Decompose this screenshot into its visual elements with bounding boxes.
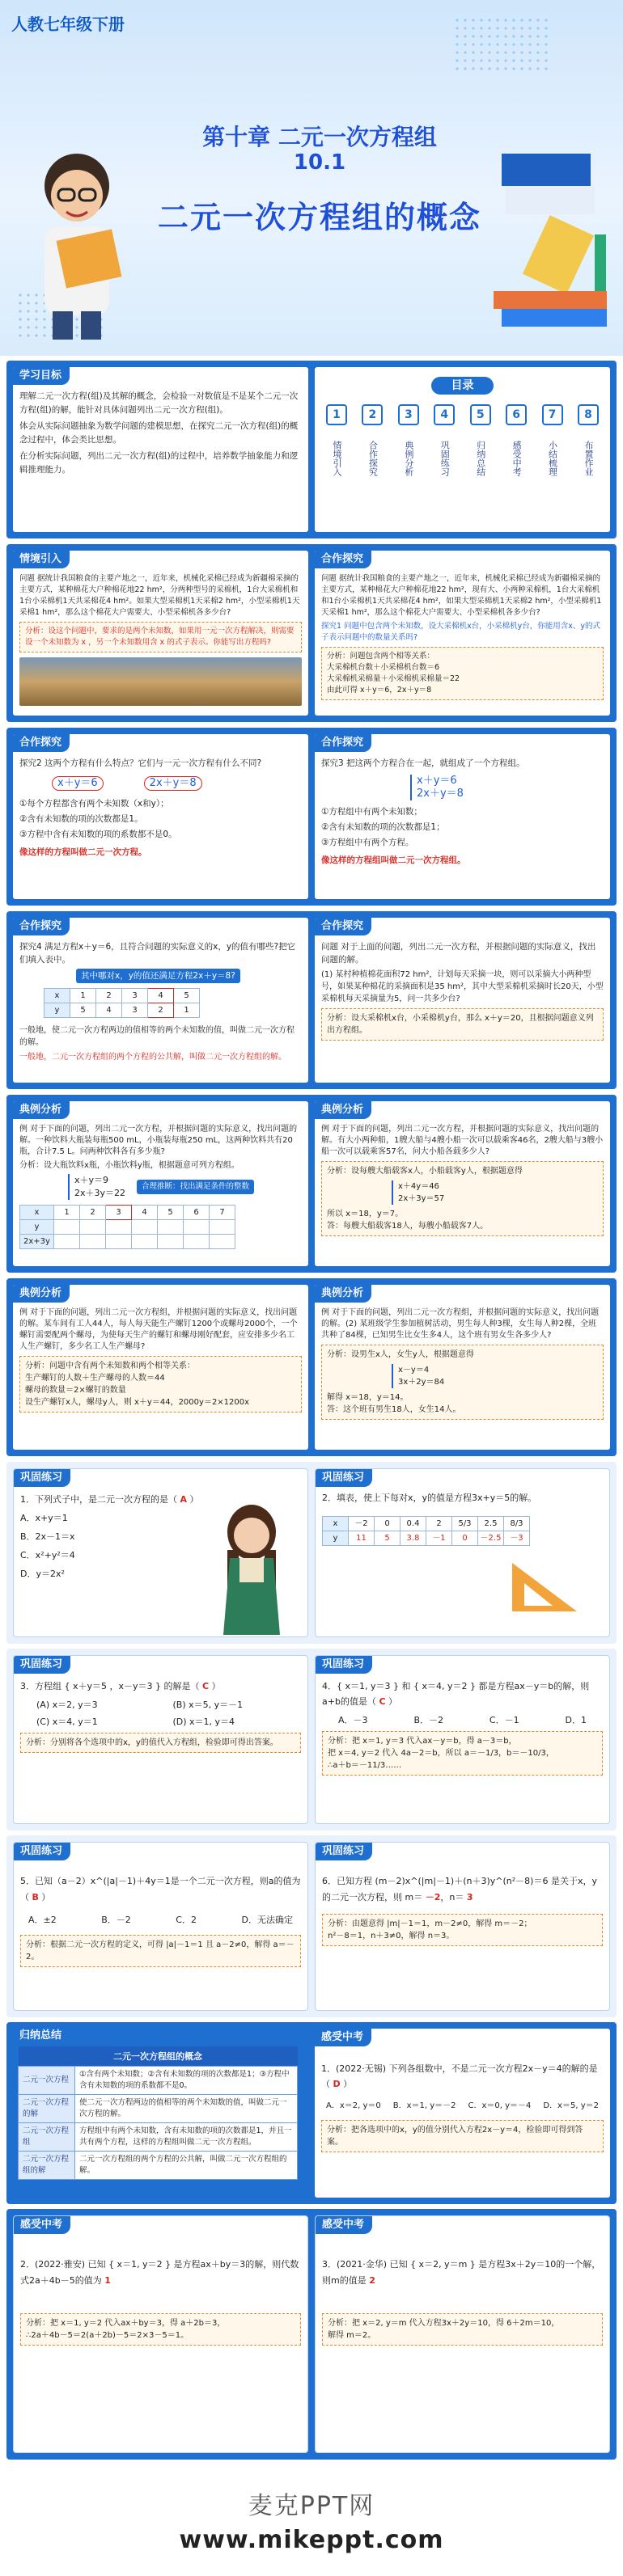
section-tag: 典例分析 (13, 1101, 70, 1119)
site-url[interactable]: www.mikeppt.com (179, 2526, 444, 2554)
section-tag: 合作探究 (315, 918, 371, 935)
problem-text: 问题 据统计我国粮食的主要产地之一，近年来，机械化采棉已经成为新疆棉采摘的主要方式，某种棉花大户种棉花地22 hm²，分两种型号的采棉机，1台大采棉机和1台小采棉机1天共采棉花4 hm²。如果大型采棉机1天采棉2 hm²，小型采棉机1天采棉1 hm²，那么这个棉花大户需要大、小型采棉机各多少台? (19, 574, 300, 617)
table-row: 二元一次方程 ①含有两个未知数；②含有未知数的项的次数都是1；③方程中含有未知数的项的系数都不是0。 (19, 2067, 298, 2095)
slide-practice-1 (6, 1462, 617, 1644)
answer-mark: B (32, 1892, 39, 1902)
analysis-note: 分析：设这个问题中，要求的是两个未知数，如果用一元一次方程解决，则需要设一个未知数为 x ，另一个未知数用含 x 的式子表示。你能写出方程吗? (19, 622, 302, 652)
feature-point: ③方程中含有未知数的项的系数都不是0。 (19, 830, 177, 839)
definition-text: 一般地，使二元一次方程两边的值相等的两个未知数的值，叫做二元一次方程的解。 (19, 1026, 295, 1047)
slide-practice-3 (6, 1835, 617, 2017)
section-tag: 巩固练习 (14, 1656, 70, 1674)
section-tag: 学习目标 (13, 367, 70, 385)
example-pane (13, 1285, 308, 1450)
exam-pane (315, 2215, 610, 2453)
explore-pane (315, 551, 610, 716)
practice-pane (315, 1655, 610, 1824)
example-pane (315, 1285, 610, 1450)
section-tag: 情境引入 (13, 551, 70, 568)
toc-item[interactable]: 6 感受中考 (502, 404, 530, 524)
example-text: 例 对于下面的问题，列出二元一次方程组，并根据问题的实际意义，找出问题的解。某车间有工人44人，每人每天能生产螺钉1200个或螺母2000个，一个螺钉需要配两个螺母，为使每天生产的螺钉和螺母刚好配套，应安排多少名工人生产螺钉，多少名工人生产螺母? (19, 1308, 298, 1351)
problem-text: (1) 某村种植棉花面积72 hm²，计划每天采摘一块，则可以采摘大小两种型号，如果某种棉花的采摘面积是35 hm²，其中大型采棉机采摘时长20天，小型采棉机每天采摘量为5，问一共多少台? (321, 970, 604, 1003)
option: B．－2 (413, 1715, 443, 1725)
explore4-pane (13, 918, 308, 1083)
explore3-pane (315, 734, 610, 899)
slide-example-2 (6, 1278, 617, 1456)
intro-pane (13, 551, 308, 716)
summary-table (18, 2046, 298, 2180)
section-tag: 感受中考 (315, 2029, 371, 2046)
answer-mark: －2 (425, 1892, 441, 1902)
option: (A) x＝2, y＝3 (36, 1700, 98, 1710)
goals-pane (13, 367, 308, 532)
answer-mark: D (333, 2079, 341, 2089)
slide-explore-4 (6, 911, 617, 1089)
equation-2: 2x＋y＝8 (144, 776, 202, 791)
slide-example-1 (6, 1095, 617, 1273)
analysis-note: 分析：由题意得 |m|－1＝1，m－2≠0，解得 m＝－2； n²－8＝1，n＋3≠0，解得 n＝3。 (322, 1914, 603, 1946)
analysis-note: 分析：把 x＝1, y＝3 代入ax－y＝b，得 a－3＝b， 把 x＝4, y＝2 代入 4a－2＝b，所以 a＝－1/3，b＝－10/3， ∴a＋b＝－11/3…… (322, 1731, 603, 1776)
answer-mark: 1 (104, 2275, 111, 2286)
section-number: 10.1 (293, 150, 346, 175)
books-stack-illustration (485, 137, 615, 340)
section-tag: 典例分析 (13, 1285, 70, 1303)
table-row: 二元一次方程组的解 二元一次方程组的两个方程的公共解，叫做二元一次方程组的解。 (19, 2152, 298, 2180)
footer (0, 2466, 623, 2576)
question-text: 3．方程组 { x＋y＝5 ，x－y＝3 } 的解是（ C ） (20, 1681, 221, 1691)
section-tag: 巩固练习 (316, 1656, 372, 1674)
question-text: 6．已知方程 (m－2)x^(|m|－1)＋(n＋3)y^(n²－8)＝6 是关于x，y的二元一次方程，则 m＝ －2，n＝ 3 (322, 1876, 597, 1902)
question-text: 2．(2022·雅安) 已知 { x＝1, y＝2 } 是方程ax＋by＝3的解，则代数式2a＋4b－5的值为 1 (20, 2259, 299, 2286)
answer-mark: 3 (466, 1892, 473, 1902)
section-tag: 合作探究 (315, 551, 371, 568)
answer-mark: 2 (369, 2275, 375, 2286)
toc-pane (315, 367, 610, 532)
example-pane (13, 1101, 308, 1266)
question-text: 1．(2022·无锡) 下列各组数中，不是二元一次方程2x－y＝4的解的是（ D ） (321, 2063, 598, 2089)
section-tag: 典例分析 (315, 1285, 371, 1303)
toc-item[interactable]: 3 典例分析 (395, 404, 422, 524)
answer-mark: C (379, 1696, 386, 1707)
slide-exam-2 (6, 2209, 617, 2460)
explore-question: 探究1 问题中包含两个未知数，设大采棉机x台，小采棉机y台，你能用含x、y的式子表示问题中的数量关系吗? (321, 622, 601, 642)
question-text: 4．{ x＝1, y＝3 } 和 { x＝4, y＝2 } 都是方程ax－y＝b的解，则a+b的值是（ C ） (322, 1681, 590, 1707)
chapter-title: 第十章 二元一次方程组 (202, 124, 437, 150)
cover-slide (0, 0, 623, 356)
equation-system: x－y＝4 3x＋2y＝84 (392, 1364, 598, 1388)
option: C．2 (176, 1915, 197, 1925)
section-tag: 合作探究 (315, 734, 371, 752)
explore-question: 探究2 这两个方程有什么特点？它们与一元一次方程有什么不同? (19, 758, 262, 768)
equation-1: x＋y＝6 (52, 776, 104, 791)
definition-text: 像这样的方程叫做二元一次方程。 (19, 847, 147, 857)
toc-item[interactable]: 8 布置作业 (574, 404, 602, 524)
goal-item: 理解二元一次方程(组)及其解的概念，会检验一对数值是不是某个二元一次方程(组)的解，能针对具体问题列出二元一次方程(组)。 (19, 391, 299, 415)
question-text: 1．下列式子中，是二元一次方程的是（ A ） (20, 1494, 199, 1505)
values-table: x －2 0 0.4 2 5/3 2.5 8/3 y 11 5 3.8 －1 0 －2.5 －3 (322, 1516, 530, 1546)
analysis-note: 分析：设男生x人，女生y人，根据题意得 x－y＝4 3x＋2y＝84 解得 x＝18，y＝14。 答：这个班有男生18人，女生14人。 (321, 1345, 604, 1420)
practice-pane (315, 1842, 610, 2011)
analysis-note: 分析：根据二元一次方程的定义，可得 |a|－1＝1 且 a－2≠0，解得 a＝－2。 (20, 1935, 301, 1967)
option: D．1 (565, 1715, 587, 1725)
option: D．x＝5, y＝2 (543, 2101, 599, 2110)
answer-text: 答：每艘大船载客18人，每艘小船载客7人。 (327, 1222, 489, 1231)
problem-pane (315, 918, 610, 1083)
slide-goals-toc (6, 361, 617, 538)
toc-item[interactable]: 7 小结梳理 (539, 404, 566, 524)
definition-text: 像这样的方程组叫做二元一次方程组。 (321, 855, 466, 865)
feature-point: ②含有未知数的项的次数都是1。 (19, 814, 143, 824)
slide-intro (6, 544, 617, 722)
answer-text: 答：这个班有男生18人，女生14人。 (327, 1405, 461, 1414)
example-text: 例 对于下面的问题，列出二元一次方程组，并根据问题的实际意义，找出问题的解。(2) 某班级学生参加植树活动，男生每人种3棵，女生每人种2棵，全班共种了84棵，已知男生比女生多4人，这个班有男女生各多少人? (321, 1308, 600, 1340)
exam-pane (13, 2215, 308, 2453)
table-row: 二元一次方程的解 使二元一次方程两边的值相等的两个未知数的值，叫做二元一次方程的解。 (19, 2095, 298, 2123)
slide-practice-2 (6, 1649, 617, 1831)
section-tag: 典例分析 (315, 1101, 371, 1119)
practice-pane (13, 1468, 308, 1637)
option: (D) x＝1, y＝4 (172, 1717, 235, 1727)
explore2-pane (13, 734, 308, 899)
cotton-field-photo (19, 657, 302, 706)
option: B．－2 (101, 1915, 131, 1925)
option: (B) x＝5, y＝－1 (172, 1700, 244, 1710)
section-tag: 感受中考 (14, 2216, 70, 2234)
option: C．x²+y²＝4 (20, 1550, 75, 1560)
section-tag: 感受中考 (316, 2216, 372, 2234)
answer-mark: C (202, 1681, 210, 1691)
definition-text: 一般地，二元一次方程组的两个方程的公共解，叫做二元一次方程组的解。 (19, 1053, 286, 1062)
analysis-note: 分析：分别将各个选项中的x，y的值代入方程组，检验即可得出答案。 (20, 1733, 301, 1753)
option: (C) x＝4, y＝1 (36, 1717, 98, 1727)
teacher-illustration (207, 1501, 296, 1635)
values-table: x 1 2 3 4 5 6 7 y 2x+3y (19, 1205, 235, 1249)
solution-text: 所以 x＝18，y＝7。 (327, 1210, 404, 1218)
callout: 其中哪对x，y的值还满足方程2x＋y＝8? (76, 969, 240, 983)
practice-pane (315, 1468, 610, 1637)
option: C．x＝0, y＝－4 (468, 2101, 532, 2110)
section-tag: 巩固练习 (14, 1469, 70, 1487)
section-tag: 巩固练习 (316, 1843, 372, 1860)
option: B．2x－1＝x (20, 1531, 75, 1542)
analysis-note: 分析：把各选项中的x，y的值分别代入方程2x－y＝4，检验即可得到答案。 (321, 2120, 604, 2152)
example-text: 例 对于下面的问题，列出二元一次方程，并根据问题的实际意义，找出问题的解。一种饮料大瓶装每瓶500 mL，小瓶装每瓶250 mL，这两种饮料共有20瓶，合计7.5 L。问两种饮料各有多少瓶? (19, 1125, 298, 1156)
explore-question: 探究4 满足方程x＋y＝6，且符合问题的实际意义的x，y的值有哪些?把它们填入表中。 (19, 942, 296, 965)
question-text: 5．已知（a－2）x^(|a|－1)＋4y＝1是一个二元一次方程，则a的值为（ B ） (20, 1876, 301, 1902)
equation-system: x＋y＝9 2x＋3y＝22 (68, 1174, 125, 1200)
option: A．x+y＝1 (20, 1513, 68, 1523)
slide-explore-2-3 (6, 728, 617, 906)
analysis-note: 分析：设大瓶饮料x瓶，小瓶饮料y瓶，根据题意可列方程组。 (19, 1161, 239, 1170)
section-tag: 合作探究 (13, 734, 70, 752)
option: A．±2 (28, 1915, 57, 1925)
exam-pane (315, 2029, 610, 2198)
lesson-title: 二元一次方程组的概念 (157, 200, 481, 235)
ruler-illustration (508, 1559, 581, 1615)
analysis-note: 分析：把 x＝2, y＝m 代入方程3x＋2y＝10，得 6＋2m＝10， 解得 m＝2。 (322, 2313, 603, 2346)
equation-system: x＋4y＝46 2x＋3y＝57 (392, 1180, 598, 1205)
brand-name: 麦克PPT网 (248, 2492, 375, 2520)
slide-summary-exam (6, 2022, 617, 2204)
analysis-note: 分析：设每艘大船载客x人，小船载客y人，根据题意得 x＋4y＝46 2x＋3y＝57 所以 x＝18，y＝7。 答：每艘大船载客18人，每艘小船载客7人。 (321, 1161, 604, 1236)
equation-system: x＋y＝6 2x＋y＝8 (410, 775, 604, 800)
option: D．无法确定 (241, 1915, 293, 1925)
question-text: 2．填表，使上下每对x，y的值是方程3x+y＝5的解。 (322, 1493, 537, 1503)
practice-pane (13, 1655, 308, 1824)
cartoon-student-illustration (16, 137, 138, 340)
feature-point: ①每个方程都含有两个未知数（x和y）； (19, 799, 169, 809)
values-table: x 1 2 3 4 5 y 5 4 3 2 1 (44, 988, 200, 1018)
analysis-note: 分析：问题中含有两个未知数和两个相等关系： 生产螺钉的人数＋生产螺母的人数＝44 螺母的数量＝2×螺钉的数量 设生产螺钉x人，螺母y人，则 x＋y＝44，2000y＝2×1200x (19, 1356, 302, 1413)
option: A．x＝2, y＝0 (326, 2101, 381, 2110)
toc-title: 目录 (431, 377, 494, 395)
summary-title: 二元一次方程组的概念 (19, 2046, 298, 2067)
section-tag: 巩固练习 (316, 1469, 372, 1487)
goal-item: 在分析实际问题，列出二元一次方程(组)的过程中，培养数学抽象能力和逻辑推理能力。 (19, 451, 299, 475)
question-text: 3．(2021·金华) 已知 { x＝2, y＝m } 是方程3x＋2y＝10的一个解，则m的值是 2 (322, 2259, 601, 2286)
toc-item[interactable]: 1 情境引入 (323, 404, 350, 524)
section-tag: 巩固练习 (14, 1843, 70, 1860)
table-row: 二元一次方程组 方程组中有两个未知数，含有未知数的项的次数都是1，并且一共有两个方程，这样的方程组叫做二元一次方程组。 (19, 2123, 298, 2152)
toc-item[interactable]: 2 合作探究 (358, 404, 386, 524)
toc-list (323, 404, 602, 524)
answer-mark: A (180, 1494, 188, 1505)
problem-text: 问题 据统计我国粮食的主要产地之一，近年来，机械化采棉已经成为新疆棉采摘的主要方式，某种棉花大户种棉花地22 hm²，现有大、小两种采棉机，1台大采棉机和1台小采棉机1天共采棉花4 hm²，如果大型采棉机1天采棉2 hm²，小型采棉机1天采棉1 hm²，那么这个棉花大户需要大、小型采棉机各多少台? (321, 574, 602, 617)
solution-text: 解得 x＝18，y＝14。 (327, 1393, 409, 1402)
grade-label: 人教七年级下册 (11, 15, 125, 34)
analysis-note: 分析：问题包含两个相等关系： 大采棉机台数＋小采棉机台数＝6 大采棉机采棉量＋小采棉机采棉量＝22 由此可得 x＋y＝6，2x＋y＝8 (321, 647, 604, 700)
analysis-note: 分析：设大采棉机x台，小采棉机y台，那么 x＋y＝20，且根据问题意义列出方程组。 (321, 1008, 604, 1041)
toc-item[interactable]: 4 巩固练习 (430, 404, 458, 524)
section-tag: 合作探究 (13, 918, 70, 935)
option: C．－1 (489, 1715, 519, 1725)
section-tag: 归纳总结 (13, 2027, 70, 2045)
practice-pane (13, 1842, 308, 2011)
callout: 合理推断：找出满足条件的整数 (137, 1180, 254, 1194)
problem-text: 问题 对于上面的问题，列出二元一次方程，并根据问题的实际意义，找出问题的解。 (321, 942, 596, 965)
option: D．y＝2x² (20, 1569, 65, 1579)
explore-question: 探究3 把这两个方程合在一起，就组成了一个方程组。 (321, 758, 525, 768)
feature-point: ③方程组中有两个方程。 (321, 838, 414, 847)
toc-item[interactable]: 5 归纳总结 (467, 404, 494, 524)
dot-pattern (453, 16, 550, 73)
option: A．－3 (338, 1715, 368, 1725)
feature-point: ②含有未知数的项的次数都是1； (321, 822, 445, 832)
example-pane (315, 1101, 610, 1266)
goal-item: 体会从实际问题抽象为数学问题的建模思想，在探究二元一次方程(组)的概念过程中，体会类比思想。 (19, 421, 299, 445)
feature-point: ①方程组中有两个未知数； (321, 807, 422, 817)
example-text: 例 对于下面的问题，列出二元一次方程，并根据问题的实际意义，找出问题的解。有大小两种船，1艘大船与4艘小船一次可以载乘客46名，2艘大船与3艘小船一次可以载乘客57名，问大小船各载多少人? (321, 1125, 604, 1156)
analysis-note: 分析：把 x＝1, y＝2 代入ax＋by＝3，得 a＋2b＝3， ∴2a＋4b－5＝2(a＋2b)－5＝2×3－5＝1。 (20, 2313, 301, 2346)
option: B．x＝1, y＝－2 (392, 2101, 456, 2110)
